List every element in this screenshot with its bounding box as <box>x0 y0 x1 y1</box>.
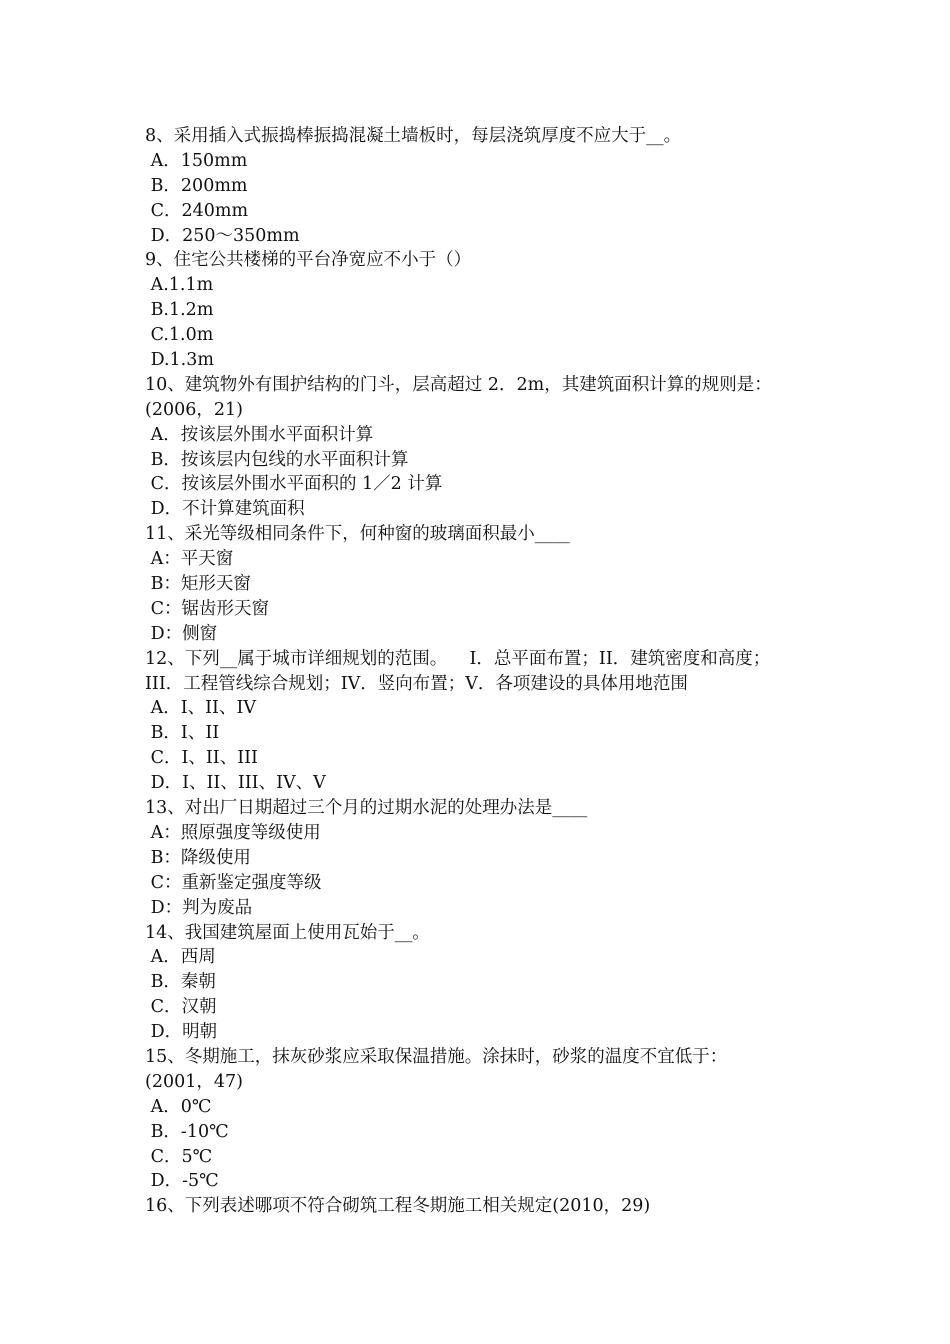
question-10-stem-continued: (2006，21) <box>145 399 243 420</box>
question-11-option-c: C：锯齿形天窗 <box>145 598 269 619</box>
question-10-option-a: A．按该层外围水平面积计算 <box>145 424 374 445</box>
question-10-stem: 10、建筑物外有围护结构的门斗，层高超过 2．2m，其建筑面积计算的规则是： <box>145 374 772 395</box>
question-9-option-b: B.1.2m <box>145 300 214 321</box>
question-11-option-a: A：平天窗 <box>145 549 234 570</box>
question-10-option-c: C．按该层外围水平面积的 1／2 计算 <box>145 474 443 495</box>
question-12-option-c: C．I、II、III <box>145 748 258 769</box>
question-14-option-c: C．汉朝 <box>145 997 217 1018</box>
question-12-stem-continued: III．工程管线综合规划；IV．竖向布置；V．各项建设的具体用地范围 <box>145 673 688 694</box>
question-15-stem-continued: (2001，47) <box>145 1071 243 1092</box>
question-9-option-a: A.1.1m <box>145 275 214 296</box>
question-15-option-d: D．-5℃ <box>145 1171 219 1192</box>
question-15-option-c: C．5℃ <box>145 1146 213 1167</box>
question-13-option-b: B：降级使用 <box>145 847 251 868</box>
question-10-option-d: D．不计算建筑面积 <box>145 499 305 520</box>
question-14-stem: 14、我国建筑屋面上使用瓦始于__。 <box>145 922 430 943</box>
question-12-option-d: D．I、II、III、IV、V <box>145 773 326 794</box>
question-11-option-b: B：矩形天窗 <box>145 574 251 595</box>
question-8-option-b: B．200mm <box>145 175 248 196</box>
question-12-stem: 12、下列__属于城市详细规划的范围。 I．总平面布置；II．建筑密度和高度； <box>145 648 771 669</box>
question-13-option-c: C：重新鉴定强度等级 <box>145 872 322 893</box>
question-13-option-d: D：判为废品 <box>145 897 253 918</box>
question-14-option-a: A．西周 <box>145 947 216 968</box>
question-11-stem: 11、采光等级相同条件下，何种窗的玻璃面积最小____ <box>145 524 570 545</box>
question-13-stem: 13、对出厂日期超过三个月的过期水泥的处理办法是____ <box>145 798 588 819</box>
question-8-stem: 8、采用插入式振捣棒振捣混凝土墙板时，每层浇筑厚度不应大于__。 <box>145 126 682 146</box>
question-11-option-d: D：侧窗 <box>145 623 218 644</box>
question-12-option-a: A．I、II、IV <box>145 698 256 719</box>
question-15-option-a: A．0℃ <box>145 1096 212 1117</box>
question-14-option-b: B．秦朝 <box>145 972 216 993</box>
document-body <box>145 124 835 1219</box>
question-13-option-a: A：照原强度等级使用 <box>145 822 321 843</box>
question-16-stem: 16、下列表述哪项不符合砌筑工程冬期施工相关规定(2010，29) <box>145 1196 651 1217</box>
question-10-option-b: B．按该层内包线的水平面积计算 <box>145 449 409 470</box>
question-9-stem: 9、住宅公共楼梯的平台净宽应不小于（） <box>145 250 472 271</box>
question-15-option-b: B．-10℃ <box>145 1121 229 1142</box>
question-9-option-c: C.1.0m <box>145 325 214 346</box>
question-8-option-c: C．240mm <box>145 200 249 221</box>
question-14-option-d: D．明朝 <box>145 1022 218 1043</box>
question-15-stem: 15、冬期施工，抹灰砂浆应采取保温措施。涂抹时，砂浆的温度不宜低于： <box>145 1046 728 1067</box>
question-9-option-d: D.1.3m <box>145 350 214 371</box>
question-8-option-d: D．250～350mm <box>145 225 300 246</box>
question-8-option-a: A．150mm <box>145 150 248 171</box>
question-12-option-b: B．I、II <box>145 723 220 744</box>
